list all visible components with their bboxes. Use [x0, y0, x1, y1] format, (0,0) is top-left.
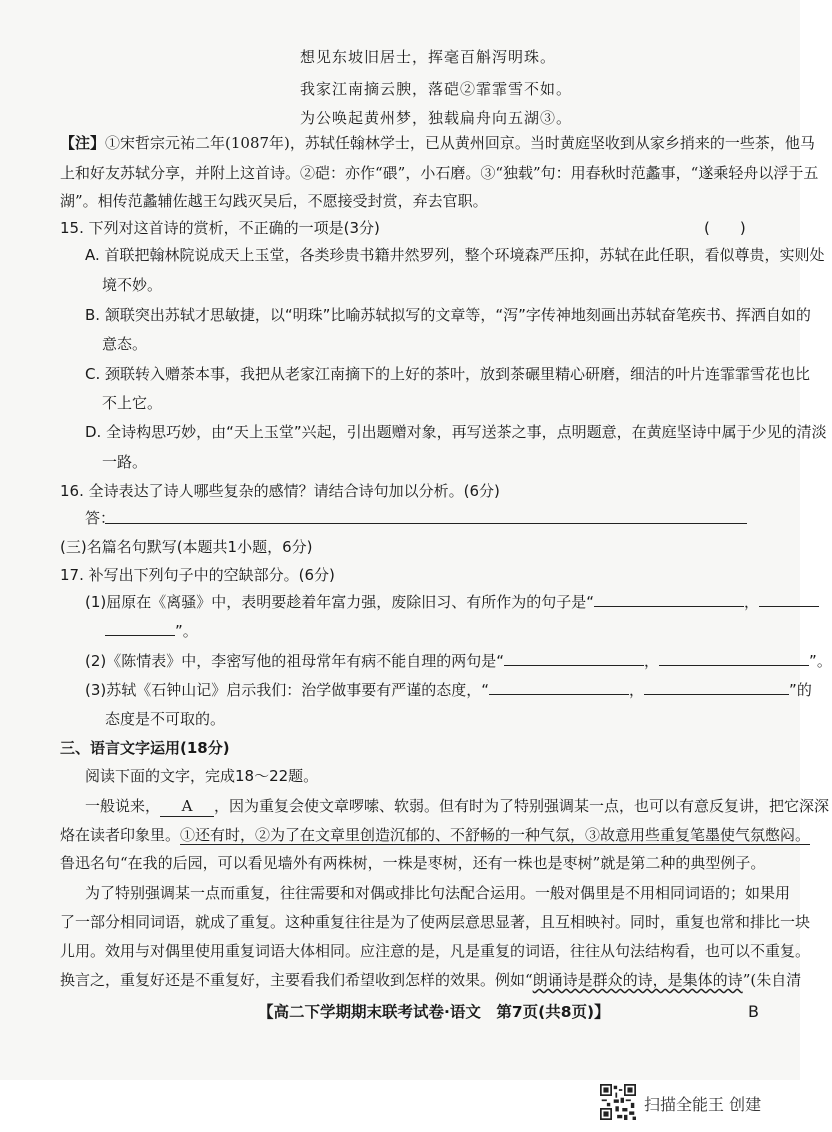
- section-3-title: (三)名篇名句默写(本题共1小题，6分): [60, 538, 313, 556]
- passage-blank-a: A: [160, 796, 214, 817]
- q17-3-comma: ，: [629, 681, 645, 699]
- q15-answer-paren: ( ): [704, 219, 746, 237]
- scanner-watermark: [600, 1084, 790, 1124]
- q17-3-blank-1[interactable]: [489, 681, 629, 695]
- qr-code-icon: [600, 1084, 636, 1120]
- passage-p2-l4a: 换言之，重复好还是不重复好，主要看我们希望收到怎样的效果。例如“: [60, 971, 533, 989]
- q17-item-3-cont: 态度是不可取的。: [105, 710, 226, 728]
- q17-item-2: [85, 651, 832, 671]
- q17-2-blank-2[interactable]: [659, 652, 809, 666]
- q17-3-blank-2[interactable]: [644, 681, 789, 695]
- passage-p1-pre: 一般说来，: [85, 797, 161, 815]
- q17-1-blank-1[interactable]: [594, 593, 744, 607]
- passage-p2-l4b: ”(朱自清: [742, 971, 802, 989]
- q17-1-end: ”。: [175, 622, 198, 640]
- q16-answer-label: 答：: [85, 509, 116, 527]
- poem-line-3: 为公唤起黄州梦，独载扁舟向五湖③。: [300, 109, 573, 127]
- note-label: 【注】: [60, 134, 106, 152]
- passage-wavy-quote: 朗诵诗是群众的诗，是集体的诗: [532, 971, 743, 989]
- passage-p2-line-2: 了一部分相同词语，就成了重复。这种重复往往是为了使两层意思显著，且互相映衬。同时，重复也常和排比一块: [60, 913, 811, 931]
- note-line-1: [60, 133, 815, 153]
- passage-p1-line-3: 鲁迅名句“在我的后园，可以看见墙外有两株树，一株是枣树，还有一株也是枣树”就是第二种的典型例子。: [60, 854, 766, 872]
- part-3-intro: 阅读下面的文字，完成18～22题。: [85, 767, 319, 785]
- note-line-3: 湖”。相传范蠡辅佐越王勾践灭吴后，不愿接受封赏，弃去官职。: [60, 192, 488, 210]
- q15-option-c-cont: 不上它。: [102, 394, 163, 412]
- passage-p2-line-3: 儿用。效用与对偶里使用重复词语大体相同。应注意的是，凡是重复的词语，往往从句法结构看，也可以不重复。: [60, 942, 811, 960]
- q16-answer-line[interactable]: [105, 523, 747, 524]
- watermark-text: 扫描全能王 创建: [644, 1095, 762, 1114]
- q17-item-1: [85, 592, 819, 612]
- q15-stem: 15. 下列对这首诗的赏析，不正确的一项是(3分): [60, 219, 380, 237]
- q17-item-1-cont: [105, 621, 198, 641]
- q17-2-comma: ，: [644, 652, 660, 670]
- q17-item-3: [85, 680, 812, 700]
- passage-p2-line-4: [60, 970, 801, 990]
- poem-line-1: 想见东坡旧居士，挥毫百斛泻明珠。: [300, 48, 557, 66]
- q15-option-c: C. 颈联转入赠茶本事，我把从老家江南摘下的上好的茶叶，放到茶碾里精心研磨，细洁的叶片连霏霏雪花也比: [85, 365, 811, 383]
- q17-3-end: ”的: [789, 681, 812, 699]
- note-text-1: ①宋哲宗元祐二年(1087年)，苏轼任翰林学士，已从黄州回京。当时黄庭坚收到从家乡捎来的一些茶，他马: [105, 134, 815, 152]
- q15-option-a-cont: 境不妙。: [102, 276, 163, 294]
- q15-option-b: B. 颔联突出苏轼才思敏捷，以“明珠”比喻苏轼拟写的文章等，“泻”字传神地刻画出苏轼奋笔疾书、挥洒自如的: [85, 306, 811, 324]
- passage-p1-l2a: 烙在读者印象里。: [60, 826, 181, 844]
- q15-option-a: A. 首联把翰林院说成天上玉堂，各类珍贵书籍井然罗列，整个环境森严压抑，苏轼在此任职，看似尊贵，实则处: [85, 246, 825, 264]
- passage-underlined-sentence: ①还有时，②为了在文章里创造沉郁的、不舒畅的一种气氛，③故意用些重复笔墨使气氛憋闷。: [180, 826, 811, 844]
- q16-stem: 16. 全诗表达了诗人哪些复杂的感情？请结合诗句加以分析。(6分): [60, 482, 500, 500]
- poem-line-2: 我家江南摘云腴，落硙②霏霏雪不如。: [300, 80, 573, 98]
- q15-option-b-cont: 意态。: [102, 335, 148, 353]
- q17-stem: 17. 补写出下列句子中的空缺部分。(6分): [60, 566, 335, 584]
- q15-option-d: D. 全诗构思巧妙，由“天上玉堂”兴起，引出题赠对象，再写送茶之事，点明题意，在黄庭坚诗中属于少见的清淡: [85, 423, 827, 441]
- passage-p1-line-1: [85, 796, 829, 817]
- passage-p2-line-1: 为了特别强调某一点而重复，往往需要和对偶或排比句法配合运用。一般对偶里是不用相同词语的；如果用: [85, 884, 791, 902]
- q17-2-end: ”。: [809, 652, 832, 670]
- q17-1-comma: ，: [744, 593, 760, 611]
- q17-1-blank-2b[interactable]: [105, 622, 175, 636]
- q17-item-2-text: (2)《陈情表》中，李密写他的祖母常年有病不能自理的两句是“: [85, 652, 505, 670]
- q17-2-blank-1[interactable]: [504, 652, 644, 666]
- q17-item-1-text: (1)屈原在《离骚》中，表明要趁着年富力强，废除旧习、有所作为的句子是“: [85, 593, 595, 611]
- page-footer: 【高二下学期期末联考试卷·语文 第7页(共8页)】: [258, 1003, 610, 1021]
- q17-1-blank-2a[interactable]: [759, 593, 819, 607]
- passage-p1-line-2: [60, 825, 810, 845]
- q15-option-d-cont: 一路。: [102, 453, 148, 471]
- note-line-2: 上和好友苏轼分享，并附上这首诗。②硙：亦作“碨”，小石磨。③“独载”句：用春秋时范蠡事，“遂乘轻舟以浮于五: [60, 164, 819, 182]
- q17-item-3-text: (3)苏轼《石钟山记》启示我们：治学做事要有严谨的态度，“: [85, 681, 490, 699]
- paper-version: B: [748, 1002, 759, 1021]
- part-3-title: 三、语言文字运用(18分): [60, 739, 230, 757]
- passage-p1-post: ，因为重复会使文章啰嗦、软弱。但有时为了特别强调某一点，也可以有意反复讲，把它深深: [214, 797, 830, 815]
